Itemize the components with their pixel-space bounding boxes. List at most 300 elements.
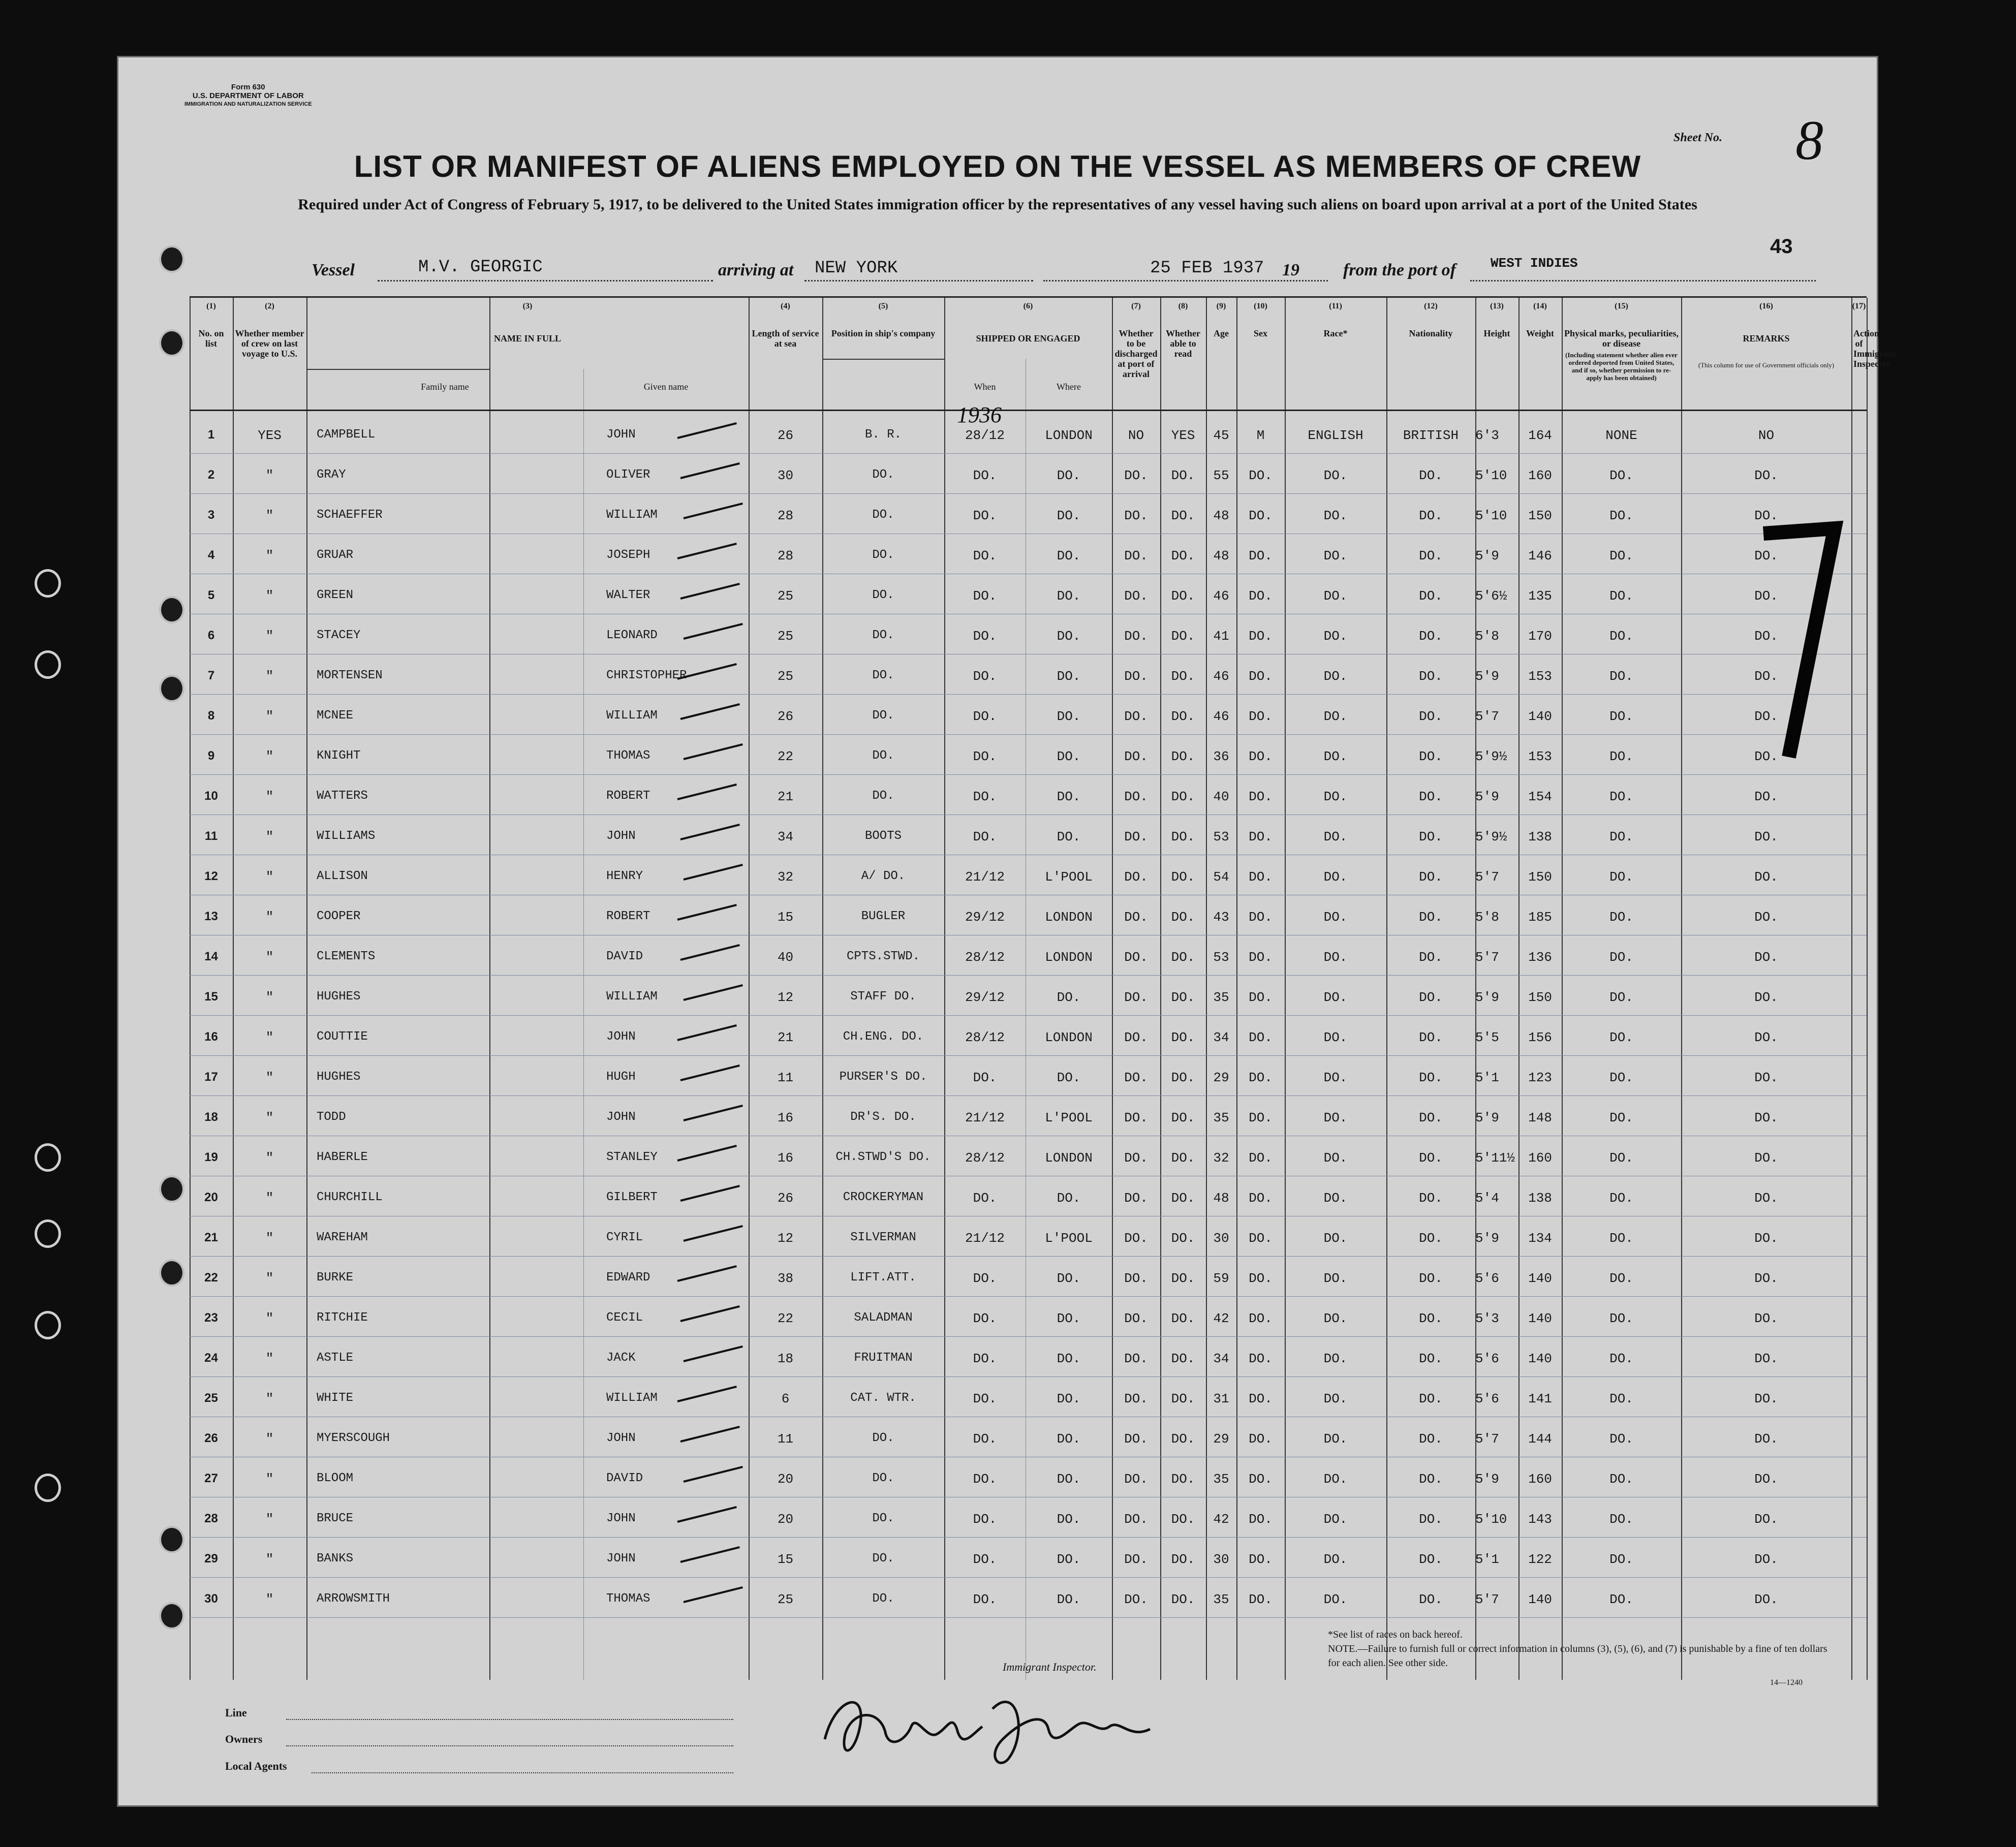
column-header: Age	[1214, 328, 1229, 338]
table-cell-weight: 154	[1528, 789, 1552, 804]
table-cell-given: CHRISTOPHER	[606, 669, 687, 682]
table-cell-weight: 122	[1528, 1552, 1552, 1567]
table-cell-where: LONDON	[1045, 428, 1093, 443]
table-cell-nationality: DO.	[1419, 1231, 1443, 1246]
table-cell-last: "	[265, 548, 274, 564]
table-cell-where: L'POOL	[1045, 869, 1093, 885]
arriving-port: NEW YORK	[815, 259, 898, 278]
table-cell-nationality: DO.	[1419, 1391, 1443, 1406]
table-cell-height: 5'8	[1475, 629, 1499, 644]
table-cell-given: ROBERT	[606, 910, 650, 923]
table-cell-remarks: DO.	[1754, 1472, 1778, 1487]
punch-hole	[159, 675, 184, 702]
table-cell-remarks: DO.	[1754, 629, 1778, 644]
inspector-column-note: (This column for use of Government officials only)	[1698, 361, 1835, 369]
column-number: (11)	[1329, 302, 1342, 310]
table-cell-race: DO.	[1323, 1391, 1348, 1406]
table-cell-marks: DO.	[1609, 1391, 1633, 1406]
table-cell-age: 31	[1213, 1391, 1229, 1406]
table-cell-age: 48	[1213, 548, 1229, 564]
table-cell-family: BURKE	[317, 1271, 354, 1285]
column-number: (6)	[1023, 302, 1033, 310]
table-cell-sex: DO.	[1249, 548, 1273, 564]
table-cell-remarks: DO.	[1754, 669, 1778, 684]
table-cell-last: "	[265, 1311, 274, 1326]
table-cell-marks: DO.	[1609, 508, 1633, 523]
table-cell-height: 5'1	[1475, 1552, 1499, 1567]
table-cell-nationality: DO.	[1419, 910, 1443, 925]
table-cell-marks: DO.	[1609, 709, 1633, 724]
year-annotation: 1936	[957, 402, 1002, 427]
table-cell-nationality: DO.	[1419, 1191, 1443, 1206]
table-cell-height: 5'10	[1475, 468, 1507, 483]
table-cell-sex: DO.	[1249, 950, 1273, 965]
table-cell-remarks: DO.	[1754, 829, 1778, 844]
table-cell-age: 59	[1213, 1271, 1229, 1286]
table-cell-age: 35	[1213, 990, 1229, 1005]
table-cell-remarks: DO.	[1754, 1150, 1778, 1166]
header-rule	[822, 359, 944, 360]
table-cell-no: 9	[207, 749, 215, 763]
arriving-label: arriving at	[718, 261, 794, 279]
table-cell-remarks: DO.	[1754, 1070, 1778, 1085]
table-cell-service: 12	[777, 1231, 794, 1246]
column-header: Weight	[1526, 328, 1554, 338]
table-cell-position: DO.	[872, 669, 894, 682]
table-cell-family: CLEMENTS	[317, 950, 376, 963]
table-cell-position: DO.	[872, 508, 894, 522]
punch-hole	[159, 1602, 184, 1630]
footer-notes	[1328, 1627, 1836, 1670]
table-cell-height: 5'7	[1475, 869, 1499, 885]
table-cell-race: DO.	[1323, 749, 1348, 764]
table-cell-remarks: DO.	[1754, 1030, 1778, 1045]
table-cell-race: DO.	[1323, 950, 1348, 965]
column-number: (12)	[1424, 302, 1438, 310]
table-cell-no: 15	[204, 990, 218, 1004]
table-cell-discharged: NO	[1128, 428, 1144, 443]
table-cell-weight: 153	[1528, 749, 1552, 764]
table-cell-given: CYRIL	[606, 1231, 643, 1244]
inspector-signature	[804, 1678, 1160, 1775]
table-cell-nationality: DO.	[1419, 1512, 1443, 1527]
table-cell-read: DO.	[1171, 1391, 1195, 1406]
column-number: (16)	[1759, 302, 1773, 310]
table-cell-when: DO.	[973, 629, 997, 644]
table-cell-marks: DO.	[1609, 1592, 1633, 1607]
penalty-note: NOTE.—Failure to furnish full or correct information in columns (3), (5), (6), and (7) is punishable by a fine of ten dollars for each alien. See other side.	[1328, 1643, 1827, 1669]
table-cell-last: "	[265, 468, 274, 483]
table-cell-marks: DO.	[1609, 950, 1633, 965]
form-number: Form 630	[231, 83, 265, 91]
table-cell-discharged: DO.	[1124, 629, 1148, 644]
table-cell-where: DO.	[1057, 789, 1081, 804]
table-cell-nationality: DO.	[1419, 1431, 1443, 1447]
table-cell-read: DO.	[1171, 869, 1195, 885]
table-cell-marks: DO.	[1609, 829, 1633, 844]
table-cell-discharged: DO.	[1124, 588, 1148, 604]
table-cell-service: 11	[777, 1070, 794, 1085]
table-cell-age: 35	[1213, 1110, 1229, 1125]
table-cell-race: DO.	[1323, 548, 1348, 564]
stamp-number: 43	[1770, 235, 1793, 258]
table-cell-nationality: DO.	[1419, 548, 1443, 564]
column-header: Physical marks, peculiarities, or disease	[1564, 328, 1679, 349]
table-cell-no: 25	[204, 1391, 218, 1405]
table-cell-nationality: BRITISH	[1403, 428, 1459, 443]
table-cell-when: DO.	[973, 1592, 997, 1607]
table-cell-service: 21	[777, 789, 794, 804]
subcolumn-header: Given name	[643, 382, 689, 392]
table-cell-age: 46	[1213, 669, 1229, 684]
table-cell-marks: DO.	[1609, 1431, 1633, 1447]
table-cell-sex: DO.	[1249, 1110, 1273, 1125]
table-cell-age: 46	[1213, 709, 1229, 724]
table-cell-height: 5'9½	[1475, 749, 1507, 764]
table-cell-when: 29/12	[965, 910, 1005, 925]
table-cell-service: 38	[777, 1271, 794, 1286]
table-cell-weight: 138	[1528, 829, 1552, 844]
table-cell-no: 28	[204, 1512, 218, 1525]
table-cell-no: 10	[204, 789, 218, 803]
table-cell-read: DO.	[1171, 1431, 1195, 1447]
form-identifier	[184, 83, 312, 109]
table-cell-weight: 150	[1528, 990, 1552, 1005]
table-cell-family: STACEY	[317, 629, 361, 642]
table-cell-remarks: DO.	[1754, 1191, 1778, 1206]
from-port: WEST INDIES	[1491, 256, 1578, 271]
table-cell-given: CECIL	[606, 1311, 643, 1325]
table-cell-family: MORTENSEN	[317, 669, 383, 682]
table-cell-weight: 140	[1528, 1351, 1552, 1366]
table-cell-where: L'POOL	[1045, 1110, 1093, 1125]
table-cell-discharged: DO.	[1124, 1552, 1148, 1567]
table-cell-read: DO.	[1171, 669, 1195, 684]
table-cell-height: 5'9	[1475, 990, 1499, 1005]
immigrant-inspector-label: Immigrant Inspector.	[1003, 1661, 1097, 1673]
table-cell-no: 1	[207, 428, 215, 442]
table-cell-where: DO.	[1057, 829, 1081, 844]
table-cell-last: "	[265, 1070, 274, 1085]
table-cell-when: DO.	[973, 709, 997, 724]
table-cell-no: 26	[204, 1431, 218, 1445]
table-cell-nationality: DO.	[1419, 468, 1443, 483]
table-cell-height: 6'3	[1475, 428, 1499, 443]
table-cell-age: 35	[1213, 1592, 1229, 1607]
table-cell-when: DO.	[973, 1472, 997, 1487]
table-cell-discharged: DO.	[1124, 910, 1148, 925]
table-cell-where: L'POOL	[1045, 1231, 1093, 1246]
table-cell-family: BLOOM	[317, 1472, 354, 1485]
table-cell-discharged: DO.	[1124, 1191, 1148, 1206]
table-cell-last: "	[265, 1592, 274, 1607]
table-cell-discharged: DO.	[1124, 1030, 1148, 1045]
table-cell-where: DO.	[1057, 749, 1081, 764]
table-cell-discharged: DO.	[1124, 709, 1148, 724]
crew-table	[190, 296, 1896, 1680]
table-cell-position: DO.	[872, 1592, 894, 1606]
table-cell-service: 15	[777, 910, 794, 925]
table-cell-nationality: DO.	[1419, 1311, 1443, 1326]
table-cell-when: DO.	[973, 1271, 997, 1286]
table-cell-last: "	[265, 1231, 274, 1246]
table-cell-weight: 150	[1528, 869, 1552, 885]
table-cell-remarks: DO.	[1754, 1311, 1778, 1326]
table-cell-where: DO.	[1057, 990, 1081, 1005]
punch-hole	[159, 245, 184, 273]
table-cell-no: 12	[204, 869, 218, 883]
table-cell-service: 28	[777, 508, 794, 523]
table-cell-family: BANKS	[317, 1552, 354, 1566]
table-cell-read: DO.	[1171, 1552, 1195, 1567]
table-cell-service: 28	[777, 548, 794, 564]
table-cell-age: 30	[1213, 1231, 1229, 1246]
table-cell-age: 35	[1213, 1472, 1229, 1487]
table-cell-remarks: DO.	[1754, 1351, 1778, 1366]
table-cell-read: DO.	[1171, 1472, 1195, 1487]
table-cell-weight: 148	[1528, 1110, 1552, 1125]
table-cell-sex: DO.	[1249, 1512, 1273, 1527]
table-cell-read: DO.	[1171, 1592, 1195, 1607]
column-header: Whether member of crew on last voyage to U.S.	[235, 328, 304, 359]
table-cell-when: 21/12	[965, 869, 1005, 885]
table-cell-age: 54	[1213, 869, 1229, 885]
table-cell-position: CH.ENG. DO.	[843, 1030, 924, 1044]
table-cell-position: DO.	[872, 1472, 894, 1485]
table-cell-last: "	[265, 1271, 274, 1286]
table-cell-sex: DO.	[1249, 789, 1273, 804]
table-cell-discharged: DO.	[1124, 1311, 1148, 1326]
table-cell-service: 11	[777, 1431, 794, 1447]
table-cell-weight: 164	[1528, 428, 1552, 443]
table-cell-discharged: DO.	[1124, 1472, 1148, 1487]
table-cell-when: 21/12	[965, 1231, 1005, 1246]
table-cell-race: DO.	[1323, 669, 1348, 684]
table-cell-marks: DO.	[1609, 1271, 1633, 1286]
table-cell-given: JOHN	[606, 1431, 636, 1445]
table-cell-where: DO.	[1057, 669, 1081, 684]
table-cell-where: DO.	[1057, 1512, 1081, 1527]
table-cell-marks: DO.	[1609, 669, 1633, 684]
table-cell-family: GRUAR	[317, 548, 354, 562]
table-cell-weight: 123	[1528, 1070, 1552, 1085]
column-number: (14)	[1533, 302, 1547, 310]
column-number: (3)	[522, 302, 533, 310]
table-cell-height: 5'9	[1475, 1231, 1499, 1246]
table-cell-family: ASTLE	[317, 1351, 354, 1365]
table-cell-marks: DO.	[1609, 588, 1633, 604]
table-cell-marks: DO.	[1609, 990, 1633, 1005]
table-cell-remarks: DO.	[1754, 910, 1778, 925]
table-cell-last: "	[265, 1150, 274, 1166]
table-cell-last: "	[265, 508, 274, 523]
table-cell-where: LONDON	[1045, 1030, 1093, 1045]
table-cell-family: HUGHES	[317, 1070, 361, 1084]
table-cell-sex: DO.	[1249, 869, 1273, 885]
column-number: (4)	[781, 302, 790, 310]
table-cell-weight: 140	[1528, 709, 1552, 724]
owners-label: Owners	[225, 1733, 263, 1745]
table-cell-age: 32	[1213, 1150, 1229, 1166]
table-cell-race: DO.	[1323, 829, 1348, 844]
table-cell-marks: NONE	[1605, 428, 1637, 443]
table-cell-last: "	[265, 1512, 274, 1527]
column-header: Whether able to read	[1166, 328, 1200, 359]
table-cell-no: 30	[204, 1592, 218, 1606]
table-cell-age: 29	[1213, 1070, 1229, 1085]
table-cell-nationality: DO.	[1419, 669, 1443, 684]
table-cell-position: SALADMAN	[854, 1311, 913, 1325]
table-cell-last: "	[265, 1552, 274, 1567]
table-cell-remarks: DO.	[1754, 1512, 1778, 1527]
punch-hole	[159, 1526, 184, 1553]
table-cell-read: DO.	[1171, 1512, 1195, 1527]
table-cell-sex: DO.	[1249, 508, 1273, 523]
table-cell-family: TODD	[317, 1110, 346, 1124]
table-cell-position: LIFT.ATT.	[850, 1271, 916, 1285]
table-cell-discharged: DO.	[1124, 1070, 1148, 1085]
table-cell-age: 45	[1213, 428, 1229, 443]
table-cell-read: DO.	[1171, 1351, 1195, 1366]
table-cell-last: "	[265, 588, 274, 604]
table-cell-last: "	[265, 1191, 274, 1206]
form-number-footer: 14—1240	[1770, 1678, 1803, 1687]
table-cell-marks: DO.	[1609, 1351, 1633, 1366]
column-header: Nationality	[1409, 328, 1453, 338]
table-cell-when: DO.	[973, 1552, 997, 1567]
table-cell-given: JOHN	[606, 1030, 636, 1044]
table-cell-where: DO.	[1057, 1431, 1081, 1447]
table-cell-where: DO.	[1057, 1552, 1081, 1567]
table-cell-when: DO.	[973, 1311, 997, 1326]
table-cell-given: HUGH	[606, 1070, 636, 1084]
table-cell-nationality: DO.	[1419, 588, 1443, 604]
table-cell-read: DO.	[1171, 789, 1195, 804]
table-cell-race: DO.	[1323, 1110, 1348, 1125]
punch-hole	[159, 329, 184, 357]
table-cell-position: B. R.	[864, 428, 902, 442]
arrival-date: 25 FEB 1937	[1150, 259, 1264, 278]
table-cell-last: "	[265, 669, 274, 684]
table-cell-service: 25	[777, 629, 794, 644]
table-cell-height: 5'1	[1475, 1070, 1499, 1085]
table-cell-nationality: DO.	[1419, 950, 1443, 965]
table-cell-age: 34	[1213, 1030, 1229, 1045]
table-cell-remarks: DO.	[1754, 990, 1778, 1005]
table-cell-service: 22	[777, 749, 794, 764]
table-cell-no: 14	[204, 950, 218, 963]
table-cell-read: DO.	[1171, 629, 1195, 644]
table-cell-discharged: DO.	[1124, 669, 1148, 684]
table-cell-marks: DO.	[1609, 869, 1633, 885]
table-cell-height: 5'9	[1475, 1472, 1499, 1487]
table-cell-service: 16	[777, 1150, 794, 1166]
table-cell-where: DO.	[1057, 1311, 1081, 1326]
table-cell-discharged: DO.	[1124, 1391, 1148, 1406]
table-cell-read: DO.	[1171, 950, 1195, 965]
table-cell-position: DO.	[872, 1512, 894, 1525]
table-cell-service: 6	[781, 1391, 790, 1406]
table-cell-height: 5'4	[1475, 1191, 1499, 1206]
table-cell-where: DO.	[1057, 1472, 1081, 1487]
table-cell-age: 41	[1213, 629, 1229, 644]
punch-hole	[35, 1219, 61, 1248]
table-cell-race: DO.	[1323, 1351, 1348, 1366]
table-cell-last: "	[265, 1391, 274, 1406]
punch-hole	[35, 1143, 61, 1172]
table-cell-sex: DO.	[1249, 1552, 1273, 1567]
table-cell-marks: DO.	[1609, 1150, 1633, 1166]
table-cell-when: DO.	[973, 789, 997, 804]
row-rule	[190, 1617, 1867, 1618]
table-cell-remarks: DO.	[1754, 1592, 1778, 1607]
table-cell-read: DO.	[1171, 1191, 1195, 1206]
table-cell-where: DO.	[1057, 1391, 1081, 1406]
table-cell-race: DO.	[1323, 990, 1348, 1005]
table-cell-where: LONDON	[1045, 950, 1093, 965]
table-cell-no: 27	[204, 1472, 218, 1485]
table-cell-race: DO.	[1323, 1431, 1348, 1447]
table-cell-weight: 160	[1528, 1472, 1552, 1487]
column-number: (15)	[1615, 302, 1628, 310]
table-cell-race: DO.	[1323, 709, 1348, 724]
table-cell-age: 48	[1213, 508, 1229, 523]
column-header: SHIPPED OR ENGAGED	[976, 333, 1080, 343]
table-cell-sex: DO.	[1249, 669, 1273, 684]
column-header: REMARKS	[1743, 333, 1790, 343]
table-cell-family: WHITE	[317, 1391, 354, 1405]
punch-hole	[35, 569, 61, 598]
table-cell-height: 5'7	[1475, 1431, 1499, 1447]
table-cell-no: 24	[204, 1351, 218, 1365]
vessel-name: M.V. GEORGIC	[418, 258, 543, 277]
table-cell-nationality: DO.	[1419, 1472, 1443, 1487]
year-prefix: 19	[1282, 261, 1299, 279]
table-cell-discharged: DO.	[1124, 508, 1148, 523]
table-cell-last: "	[265, 950, 274, 965]
table-cell-race: DO.	[1323, 1472, 1348, 1487]
table-cell-nationality: DO.	[1419, 1150, 1443, 1166]
table-cell-sex: DO.	[1249, 1311, 1273, 1326]
table-cell-service: 32	[777, 869, 794, 885]
race-note: *See list of races on back hereof.	[1328, 1629, 1463, 1640]
table-cell-where: DO.	[1057, 588, 1081, 604]
table-cell-nationality: DO.	[1419, 789, 1443, 804]
table-cell-position: DO.	[872, 629, 894, 642]
column-header: Action of Immigrant Inspector	[1853, 328, 1896, 369]
table-cell-age: 53	[1213, 950, 1229, 965]
table-cell-weight: 143	[1528, 1512, 1552, 1527]
column-header: Sex	[1254, 328, 1267, 338]
table-cell-race: DO.	[1323, 789, 1348, 804]
table-cell-sex: DO.	[1249, 1271, 1273, 1286]
punch-hole	[35, 650, 61, 679]
table-cell-read: DO.	[1171, 468, 1195, 483]
remarks-note: (Including statement whether alien ever ordered deported from United States, and if so, whether permission to re-apply has been obtained)	[1565, 351, 1678, 382]
table-cell-given: ROBERT	[606, 789, 650, 803]
table-cell-last: "	[265, 910, 274, 925]
table-cell-race: DO.	[1323, 1231, 1348, 1246]
table-cell-marks: DO.	[1609, 789, 1633, 804]
table-cell-position: CH.STWD'S DO.	[835, 1150, 931, 1164]
table-cell-given: EDWARD	[606, 1271, 650, 1285]
table-cell-given: DAVID	[606, 1472, 643, 1485]
table-cell-given: JOHN	[606, 1512, 636, 1525]
table-cell-last: "	[265, 629, 274, 644]
table-cell-read: DO.	[1171, 548, 1195, 564]
table-cell-remarks: DO.	[1754, 1431, 1778, 1447]
table-cell-discharged: DO.	[1124, 468, 1148, 483]
